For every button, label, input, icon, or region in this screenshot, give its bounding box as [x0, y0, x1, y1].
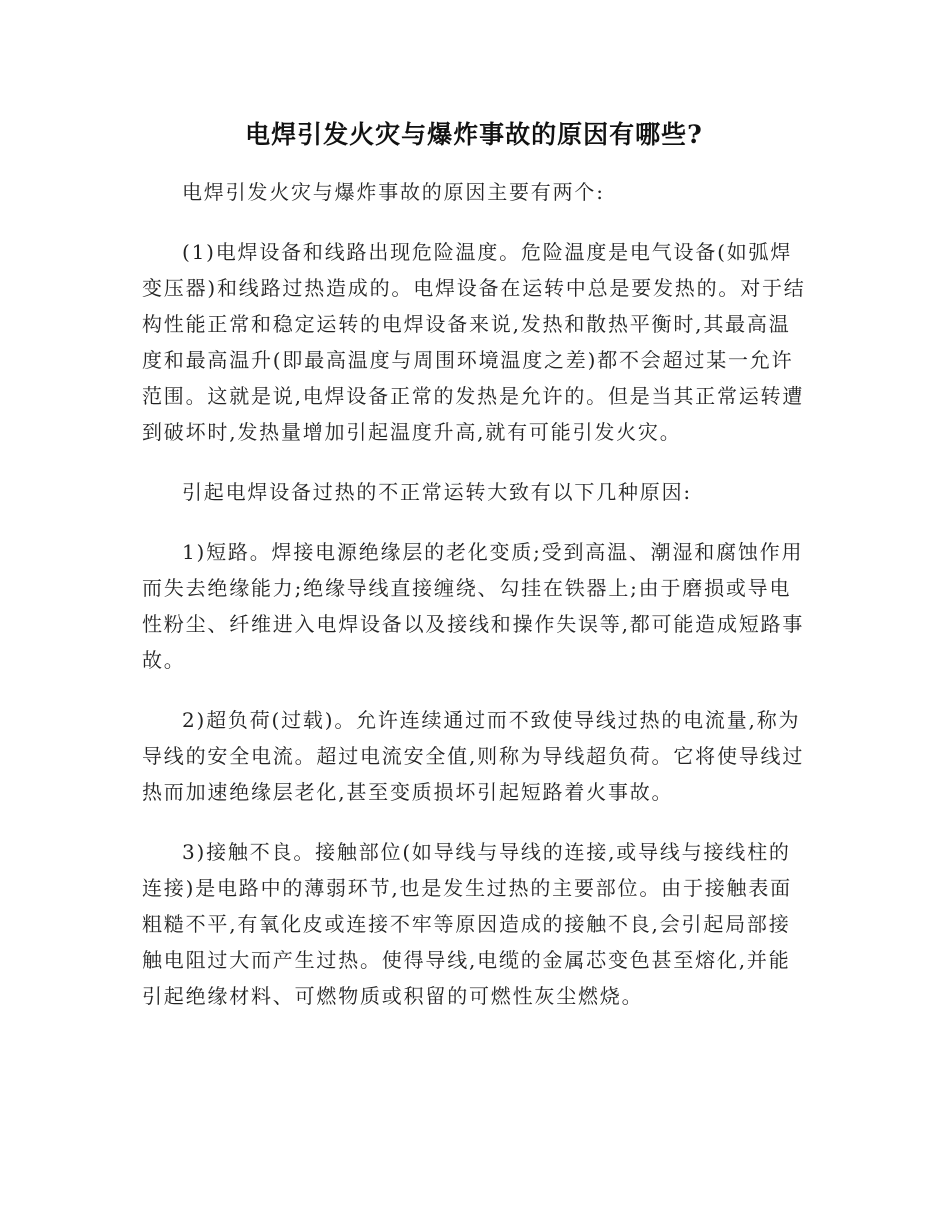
paragraph-short-circuit: 1)短路。焊接电源绝缘层的老化变质;受到高温、潮湿和腐蚀作用而失去绝缘能力;绝缘导线直接缠绕、勾挂在铁器上;由于磨损或导电性粉尘、纤维进入电焊设备以及接线和操作失误等,都可能造成短路事故。: [142, 540, 805, 672]
paragraph-intro: 电焊引发火灾与爆炸事故的原因主要有两个:: [182, 180, 605, 204]
paragraph-danger-temperature: (1)电焊设备和线路出现危险温度。危险温度是电气设备(如弧焊变压器)和线路过热造成的。电焊设备在运转中总是要发热的。对于结构性能正常和稳定运转的电焊设备来说,发热和散热平衡时,其最高温度和最高温升(即最高温度与周围环境温度之差)都不会超过某一允许范围。这就是说,电焊设备正常的发热是允许的。但是当其正常运转遭到破坏时,发热量增加引起温度升高,就有可能引发火灾。: [142, 240, 806, 444]
document-title: 电焊引发火灾与爆炸事故的原因有哪些?: [245, 120, 703, 149]
paragraph-overload: 2)超负荷(过载)。允许连续通过而不致使导线过热的电流量,称为导线的安全电流。超过电流安全值,则称为导线超负荷。它将使导线过热而加速绝缘层老化,甚至变质损坏引起短路着火事故。: [142, 708, 805, 804]
paragraph-causes-heading: 引起电焊设备过热的不正常运转大致有以下几种原因:: [182, 480, 692, 504]
paragraph-poor-contact: 3)接触不良。接触部位(如导线与导线的连接,或导线与接线柱的连接)是电路中的薄弱环节,也是发生过热的主要部位。由于接触表面粗糙不平,有氧化皮或连接不牢等原因造成的接触不良,会引起局部接触电阻过大而产生过热。使得导线,电缆的金属芯变色甚至熔化,并能引起绝缘材料、可燃物质或积留的可燃性灰尘燃烧。: [142, 840, 792, 1008]
document-body: [142, 108, 806, 1038]
